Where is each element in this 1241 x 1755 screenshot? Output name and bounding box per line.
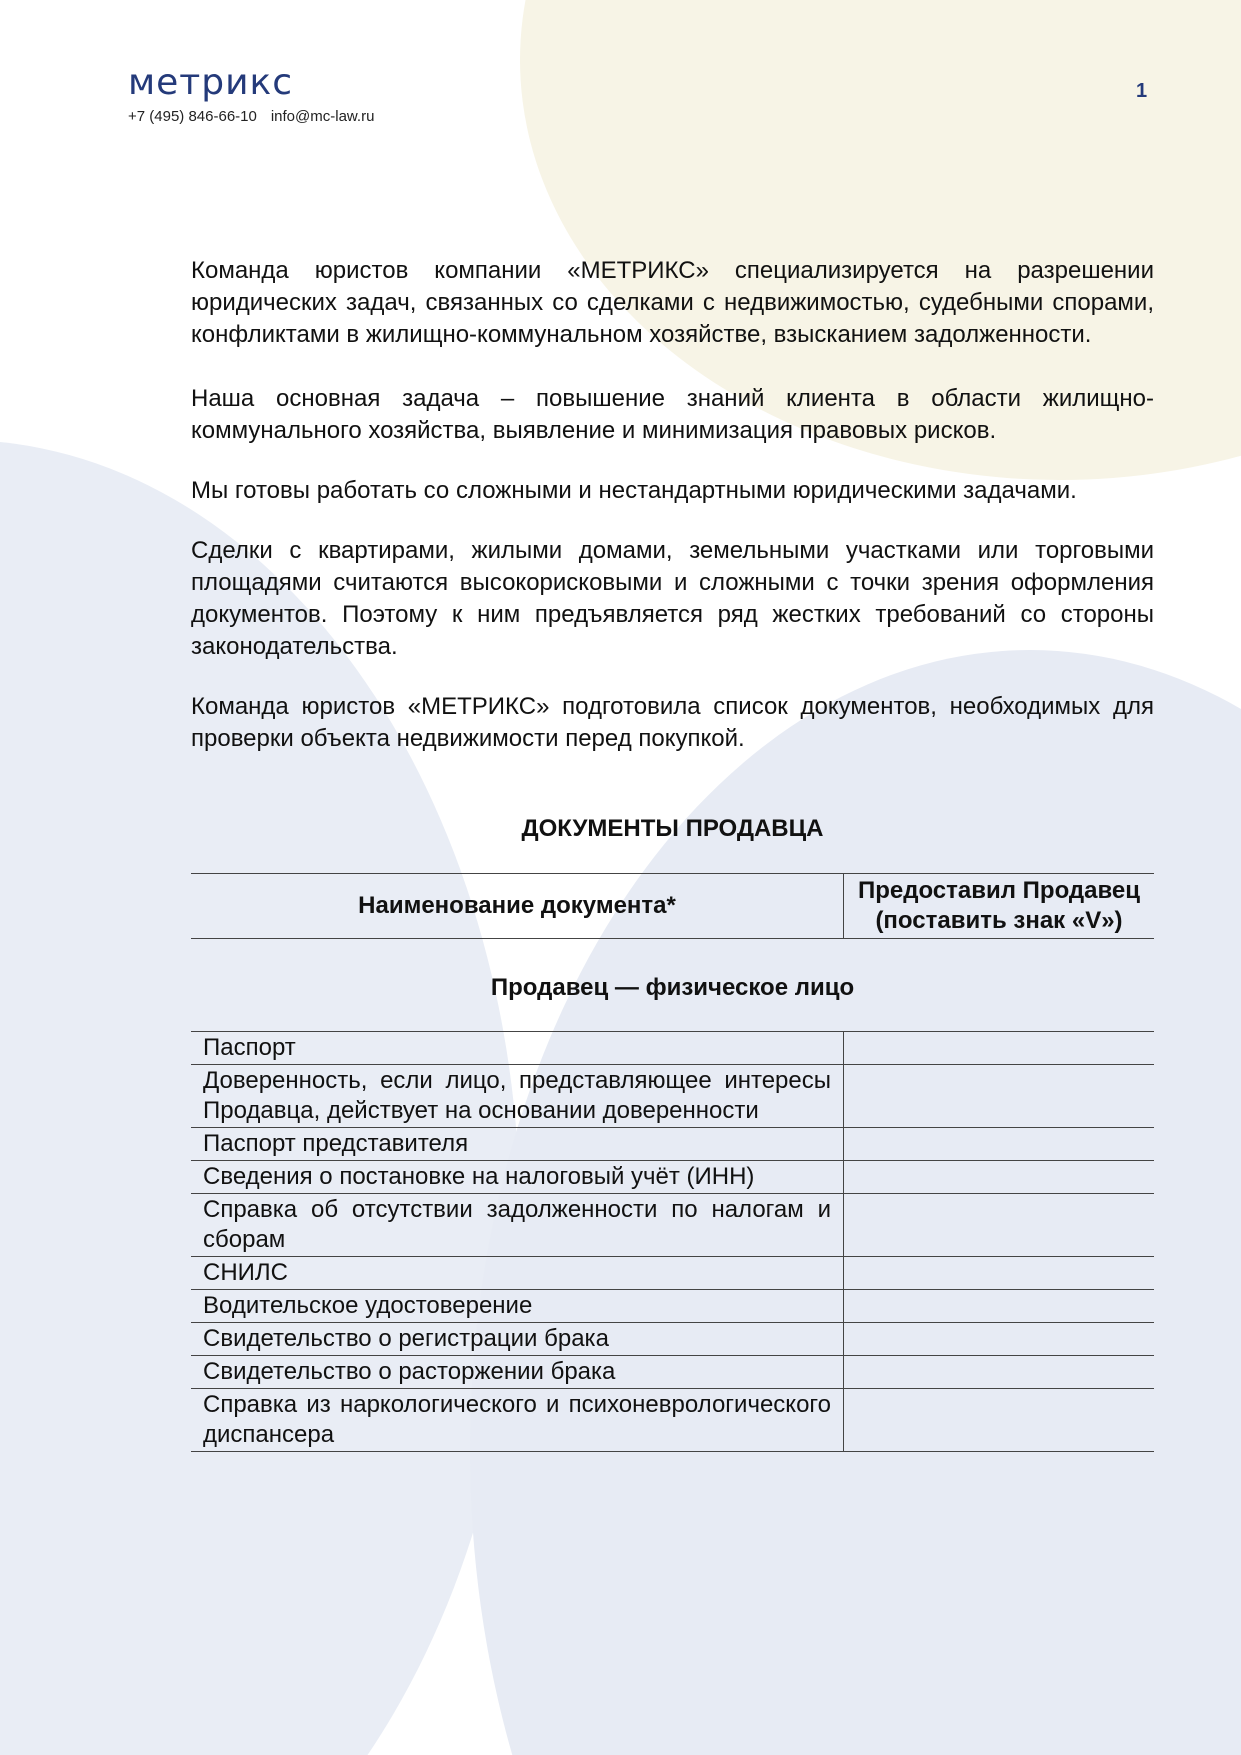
table-row (191, 1323, 1154, 1356)
table-header-row (191, 874, 1154, 939)
intro-paragraph-2: Наша основная задача – повышение знаний клиента в области жилищно-коммунального хозяйства, выявление и минимизация правовых рисков. (191, 385, 1154, 444)
provided-mark-cell[interactable] (844, 1128, 1155, 1161)
contact-info (128, 108, 374, 125)
table-subheading: Продавец — физическое лицо (490, 974, 855, 1001)
provided-mark-cell[interactable] (844, 1290, 1155, 1323)
table-row (191, 1128, 1154, 1161)
document-name-cell: Сведения о постановке на налоговый учёт (ИНН) (191, 1161, 844, 1194)
document-name-cell: Справка об отсутствии задолженности по налогам и сборам (191, 1194, 844, 1257)
seller-documents-table (191, 873, 1154, 1452)
intro-paragraph-3: Мы готовы работать со сложными и нестандартными юридическими задачами. (191, 477, 1077, 504)
company-logo: метрикс (128, 62, 294, 103)
table-row (191, 1356, 1154, 1389)
provided-mark-cell[interactable] (844, 1065, 1155, 1128)
page-number: 1 (1136, 80, 1148, 102)
table-row (191, 1194, 1154, 1257)
table-row (191, 1032, 1154, 1065)
document-name-cell: Доверенность, если лицо, представляющее интересы Продавца, действует на основании доверенности (191, 1065, 844, 1128)
provided-mark-cell[interactable] (844, 1032, 1155, 1065)
column-header-provided: Предоставил Продавец (поставить знак «V») (844, 874, 1155, 939)
table-row (191, 1257, 1154, 1290)
document-name-cell: Справка из наркологического и психоневрологического диспансера (191, 1389, 844, 1452)
document-name-cell: СНИЛС (191, 1257, 844, 1290)
intro-paragraph-1: Команда юристов компании «МЕТРИКС» специализируется на разрешении юридических задач, связанных со сделками с недвижимостью, судебными спорами, конфликтами в жилищно-коммунальном хозяйстве, взысканием задолженности. (191, 257, 1154, 348)
document-name-cell: Свидетельство о регистрации брака (191, 1323, 844, 1356)
table-subheading-row (191, 939, 1154, 1032)
provided-mark-cell[interactable] (844, 1194, 1155, 1257)
provided-mark-cell[interactable] (844, 1356, 1155, 1389)
column-header-document-name: Наименование документа* (191, 874, 844, 939)
table-row (191, 1065, 1154, 1128)
provided-mark-cell[interactable] (844, 1161, 1155, 1194)
table-row (191, 1290, 1154, 1323)
provided-mark-cell[interactable] (844, 1389, 1155, 1452)
provided-mark-cell[interactable] (844, 1257, 1155, 1290)
intro-paragraph-4: Сделки с квартирами, жилыми домами, земельными участками или торговыми площадями считаются высокорисковыми и сложными с точки зрения оформления документов. Поэтому к ним предъявляется ряд жестких требований со стороны законодательства. (191, 537, 1154, 660)
table-row (191, 1161, 1154, 1194)
document-name-cell: Паспорт представителя (191, 1128, 844, 1161)
document-name-cell: Паспорт (191, 1032, 844, 1065)
document-name-cell: Свидетельство о расторжении брака (191, 1356, 844, 1389)
section-title: ДОКУМЕНТЫ ПРОДАВЦА (521, 815, 824, 842)
table-row (191, 1389, 1154, 1452)
document-name-cell: Водительское удостоверение (191, 1290, 844, 1323)
document-body (191, 255, 1154, 1452)
provided-mark-cell[interactable] (844, 1323, 1155, 1356)
email-address: info@mc-law.ru (270, 108, 375, 125)
phone-number: +7 (495) 846-66-10 (128, 108, 257, 125)
intro-paragraph-5: Команда юристов «МЕТРИКС» подготовила список документов, необходимых для проверки объекта недвижимости перед покупкой. (191, 693, 1154, 752)
